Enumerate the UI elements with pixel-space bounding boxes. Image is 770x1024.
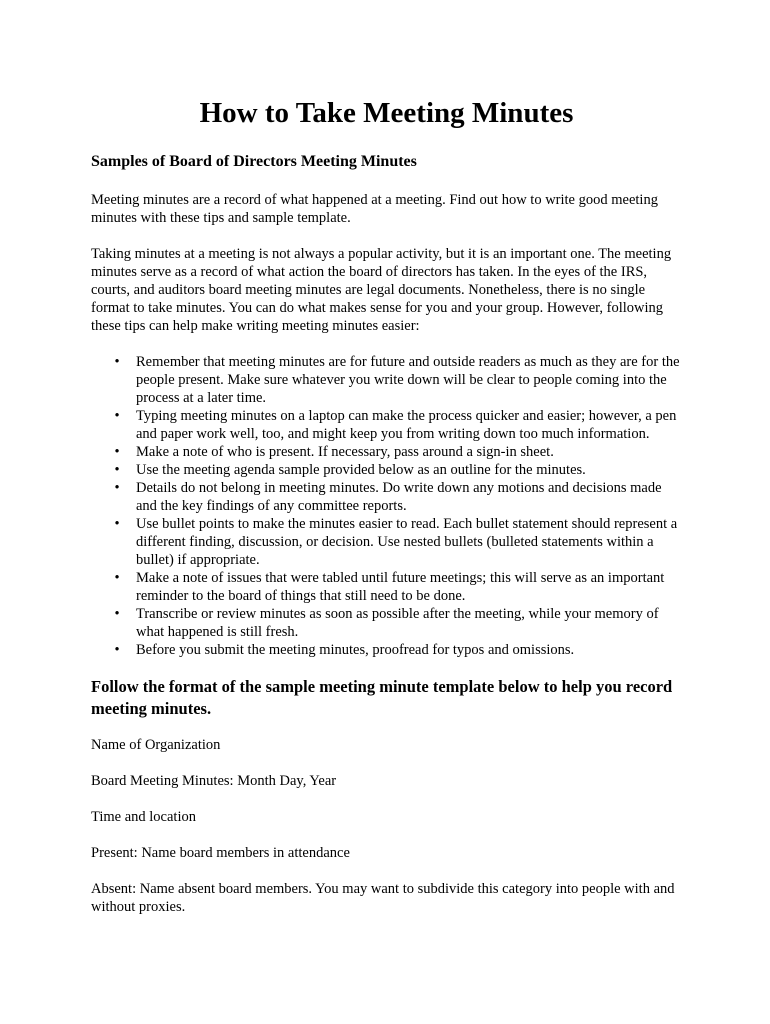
list-item	[114, 461, 682, 479]
tip-text: Make a note of who is present. If necessary, pass around a sign-in sheet.	[136, 444, 554, 460]
intro-paragraph: Meeting minutes are a record of what happened at a meeting. Find out how to write good meeting minutes with these tips and sample template.	[91, 192, 658, 226]
template-line-date: Board Meeting Minutes: Month Day, Year	[91, 773, 337, 789]
template-line-absent: Absent: Name absent board members. You may want to subdivide this category into people with and without proxies.	[91, 881, 675, 915]
list-item	[114, 569, 682, 605]
tip-text: Before you submit the meeting minutes, proofread for typos and omissions.	[136, 642, 575, 658]
bullet-icon: •	[114, 642, 120, 658]
tip-text: Use the meeting agenda sample provided below as an outline for the minutes.	[136, 462, 586, 478]
bullet-icon: •	[114, 570, 120, 586]
bullet-icon: •	[114, 462, 120, 478]
tip-text: Details do not belong in meeting minutes. Do write down any motions and decisions made and the key findings of any committee reports.	[136, 480, 662, 514]
template-line-present: Present: Name board members in attendance	[91, 845, 350, 861]
template-line-time-location: Time and location	[91, 809, 196, 825]
tip-text: Use bullet points to make the minutes easier to read. Each bullet statement should represent a different finding, discussion, or decision. Use nested bullets (bulleted statements within a bullet) if appropriate.	[136, 516, 678, 568]
bullet-icon: •	[114, 516, 120, 532]
bullet-icon: •	[114, 444, 120, 460]
tip-text: Transcribe or review minutes as soon as possible after the meeting, while your memory of what happened is still fresh.	[136, 606, 659, 640]
bullet-icon: •	[114, 606, 120, 622]
list-item	[114, 353, 682, 407]
bullet-icon: •	[114, 408, 120, 424]
tips-list	[91, 353, 682, 659]
list-item	[114, 407, 682, 443]
document-title: How to Take Meeting Minutes	[199, 97, 574, 129]
template-line-organization: Name of Organization	[91, 737, 221, 753]
list-item	[114, 515, 682, 569]
tip-text: Remember that meeting minutes are for future and outside readers as much as they are for the people present. Make sure whatever you write down will be clear to people coming into the process at a later time.	[136, 354, 680, 406]
list-item	[114, 443, 682, 461]
tip-text: Typing meeting minutes on a laptop can make the process quicker and easier; however, a pen and paper work well, too, and might keep you from writing down too much information.	[136, 408, 677, 442]
list-item	[114, 605, 682, 641]
bullet-icon: •	[114, 480, 120, 496]
bullet-icon: •	[114, 354, 120, 370]
list-item	[114, 641, 682, 659]
body-paragraph: Taking minutes at a meeting is not always a popular activity, but it is an important one. The meeting minutes serve as a record of what action the board of directors has taken. In the eyes of the IRS, courts, and auditors board meeting minutes are legal documents. Nonetheless, there is no single format to take minutes. You can do what makes sense for you and your group. However, following these tips can help make writing meeting minutes easier:	[91, 246, 672, 334]
document-subtitle: Samples of Board of Directors Meeting Minutes	[91, 153, 417, 170]
template-heading: Follow the format of the sample meeting minute template below to help you record meeting minutes.	[91, 677, 673, 718]
list-item	[114, 479, 682, 515]
tip-text: Make a note of issues that were tabled until future meetings; this will serve as an important reminder to the board of things that still need to be done.	[136, 570, 665, 604]
